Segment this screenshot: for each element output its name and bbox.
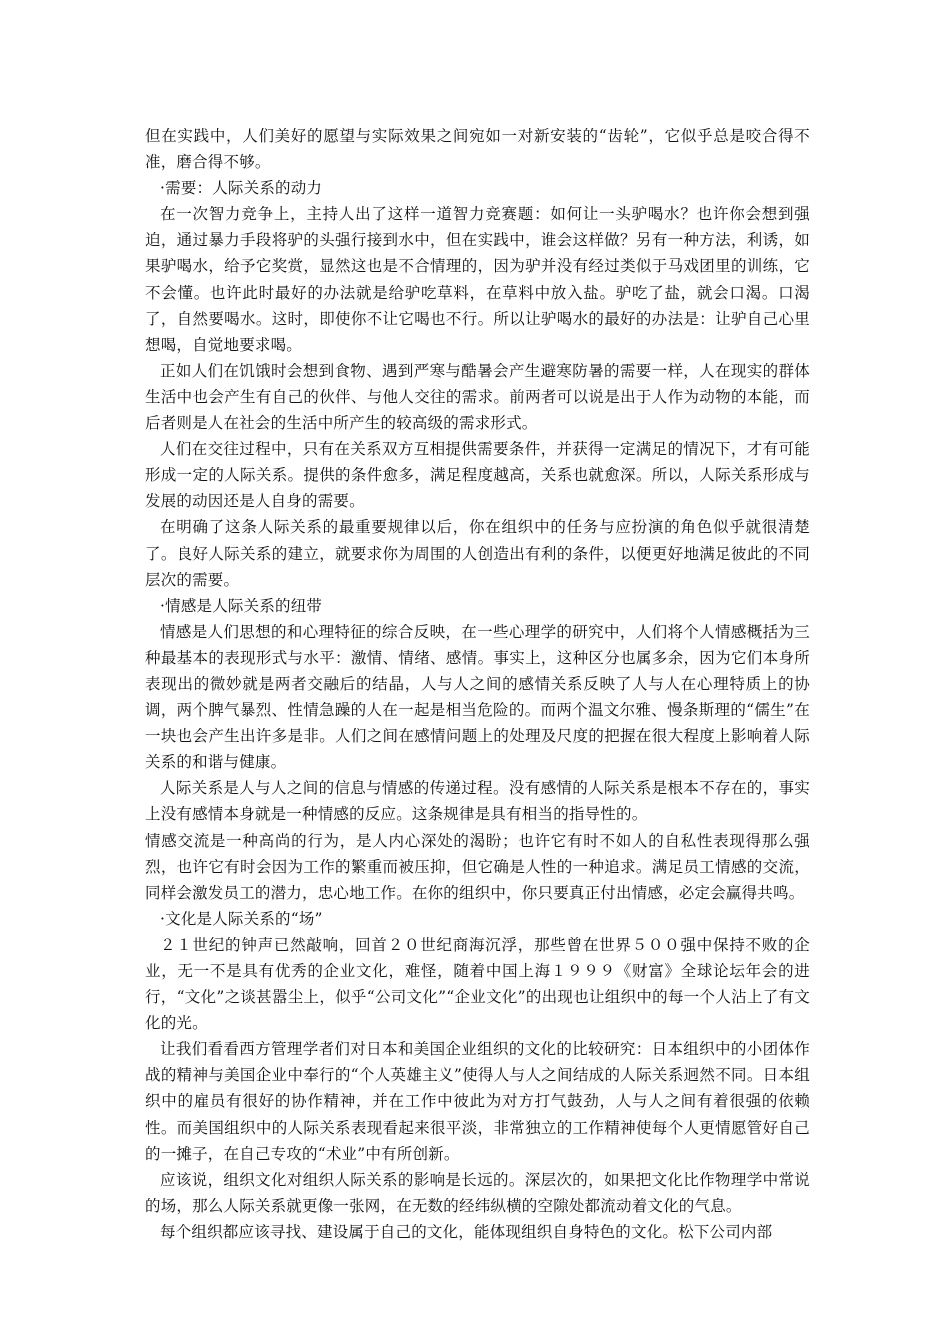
section-heading: ·文化是人际关系的“场” (160, 909, 323, 928)
paragraph: 在明确了这条人际关系的最重要规律以后，你在组织中的任务与应扮演的角色似乎就很清楚了。良好人际关系的建立，就要求你为周围的人创造出有利的条件，以便更好地满足彼此的不同层次的需要。 (145, 518, 810, 589)
paragraph: 应该说，组织文化对组织人际关系的影响是长远的。深层次的，如果把文化比作物理学中常说的场，那么人际关系就更像一张网，在无数的经纬纵横的空隙处都流动着文化的气息。 (145, 1170, 810, 1215)
section-heading: ·需要：人际关系的动力 (160, 179, 323, 198)
paragraph: 每个组织都应该寻找、建设属于自己的文化，能体现组织自身特色的文化。松下公司内部 (160, 1222, 773, 1241)
paragraph: 情感交流是一种高尚的行为，是人内心深处的渴盼；也许它有时不如人的自私性表现得那么强烈，也许它有时会因为工作的繁重而被压抑，但它确是人性的一种追求。满足员工情感的交流，同样会激发员工的潜力，忠心地工作。在你的组织中，你只要真正付出情感，必定会赢得共鸣。 (145, 831, 810, 902)
paragraph: 但在实践中，人们美好的愿望与实际效果之间宛如一对新安装的“齿轮”，它似乎总是咬合得不准，磨合得不够。 (145, 127, 810, 172)
paragraph: 在一次智力竞争上，主持人出了这样一道智力竞赛题：如何让一头驴喝水？也许你会想到强迫，通过暴力手段将驴的头强行接到水中，但在实践中，谁会这样做？另有一种方法，利诱，如果驴喝水，给予它奖赏，显然这也是不合情理的，因为驴并没有经过类似于马戏团里的训练，它不会懂。也许此时最好的办法就是给驴吃草料，在草料中放入盐。驴吃了盐，就会口渴。口渴了，自然要喝水。这时，即使你不让它喝也不行。所以让驴喝水的最好的办法是：让驴自己心里想喝，自觉地要求喝。 (145, 205, 810, 354)
document-body (145, 123, 810, 1245)
paragraph: 正如人们在饥饿时会想到食物、遇到严寒与酷暑会产生避寒防暑的需要一样，人在现实的群体生活中也会产生有自己的伙伴、与他人交往的需求。前两者可以说是出于人作为动物的本能，而后者则是人在社会的生活中所产生的较高级的需求形式。 (145, 361, 810, 433)
paragraph: 人们在交往过程中，只有在关系双方互相提供需要条件，并获得一定满足的情况下，才有可能形成一定的人际关系。提供的条件愈多，满足程度越高，关系也就愈深。所以，人际关系形成与发展的动因还是人自身的需要。 (145, 440, 810, 511)
paragraph: 让我们看看西方管理学者们对日本和美国企业组织的文化的比较研究：日本组织中的小团体作战的精神与美国企业中奉行的“个人英雄主义”使得人与人之间结成的人际关系迥然不同。日本组织中的雇员有很好的协作精神，并在工作中彼此为对方打气鼓劲，人与人之间有着很强的依赖性。而美国组织中的人际关系表现看起来很平淡，非常独立的工作精神使每个人更情愿管好自己的一摊子，在自己专攻的“术业”中有所创新。 (145, 1040, 810, 1163)
paragraph: ２１世纪的钟声已然敲响，回首２０世纪商海沉浮，那些曾在世界５００强中保持不败的企业，无一不是具有优秀的企业文化，难怪，随着中国上海１９９９《财富》全球论坛年会的进行，“文化”之谈甚嚣尘上，似乎“公司文化”“企业文化”的出现也让组织中的每一个人沾上了有文化的光。 (145, 935, 810, 1033)
paragraph: 情感是人们思想的和心理特征的综合反映，在一些心理学的研究中，人们将个人情感概括为三种最基本的表现形式与水平：激情、情绪、感情。事实上，这种区分也属多余，因为它们本身所表现出的微妙就是两者交融后的结晶，人与人之间的感情关系反映了人与人在心理特质上的协调，两个脾气暴烈、性情急躁的人在一起是相当危险的。而两个温文尔雅、慢条斯理的“儒生”在一块也会产生出许多是非。人们之间在感情问题上的处理及尺度的把握在很大程度上影响着人际关系的和谐与健康。 (145, 622, 810, 772)
paragraph: 人际关系是人与人之间的信息与情感的传递过程。没有感情的人际关系是根本不存在的，事实上没有感情本身就是一种情感的反应。这条规律是具有相当的指导性的。 (145, 779, 810, 824)
section-heading: ·情感是人际关系的纽带 (160, 596, 323, 615)
